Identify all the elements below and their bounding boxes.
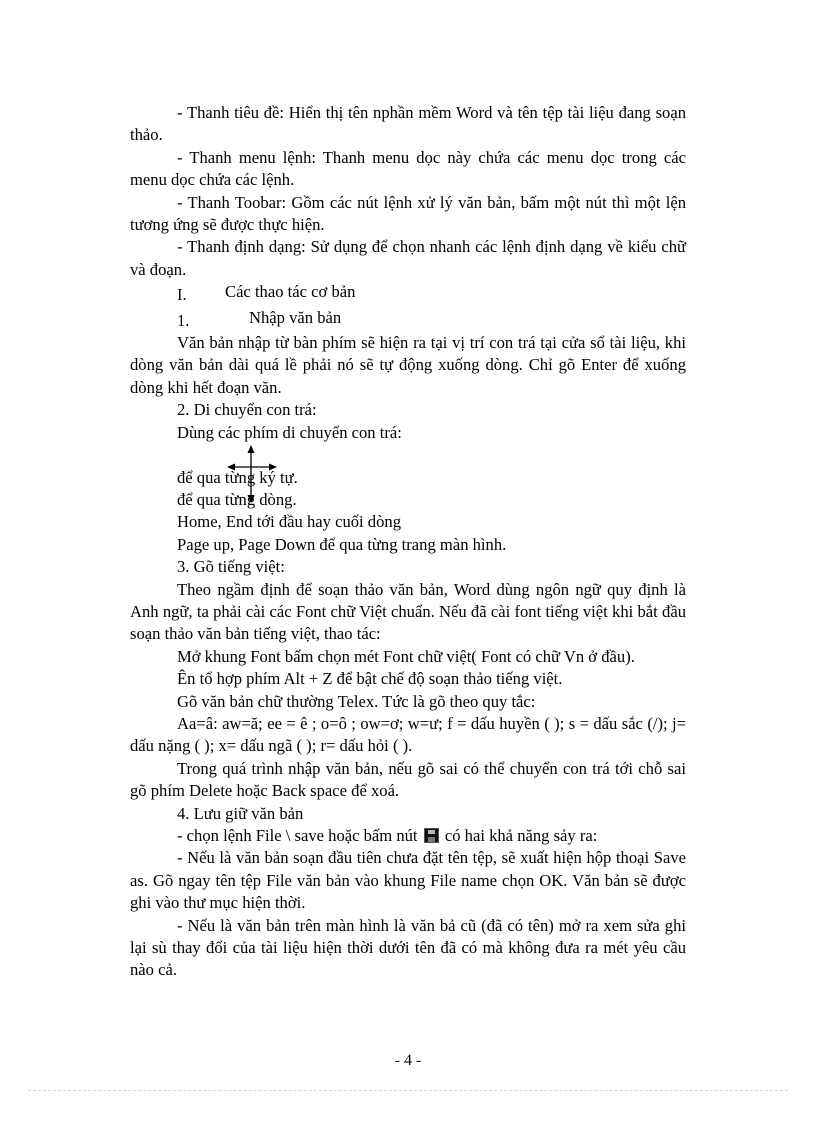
paragraph-save-command	[130, 825, 686, 847]
save-command-outcome: có hai khả năng sảy ra:	[444, 826, 598, 845]
paragraph-alt-z: Ên tổ hợp phím Alt + Z để bật chế độ soạn thảo tiếng việt.	[177, 669, 563, 689]
page-bottom-rule	[28, 1090, 788, 1091]
subsection-heading-2: 2. Di chuyển con trá:	[177, 400, 317, 420]
cursor-line-char	[130, 467, 686, 489]
subsection-heading-3: 3. Gõ tiếng việt:	[177, 557, 285, 577]
paragraph-save-existing: - Nếu là văn bản trên màn hình là văn bả cũ (đã có tên) mở ra xem sửa ghi lại sù thay đổi của tài liệu hiện thời dưới tên đã có mà không đưa ra mét yêu cầu nào cả.	[130, 915, 686, 980]
paragraph-title-bar: - Thanh tiêu đề: Hiển thị tên nphần mềm Word và tên tệp tài liệu đang soạn thảo.	[130, 103, 686, 145]
paragraph-open-font: Mở khung Font bấm chọn mét Font chữ việt( Font có chữ Vn ở đầu).	[177, 646, 635, 666]
paragraph-toolbar: - Thanh Toobar: Gồm các nút lệnh xử lý văn bản, bấm một nút thì một lện tương ứng sẽ được thực hiện.	[130, 192, 686, 235]
paragraph-menu-bar: - Thanh menu lệnh: Thanh menu dọc này chứa các menu dọc trong các menu dọc chứa các lệnh.	[130, 147, 686, 190]
cursor-line-page: Page up, Page Down để qua từng trang màn hình.	[177, 534, 507, 554]
subsection-number: 1.	[177, 310, 190, 330]
subsection-title: Nhập văn bản	[249, 307, 342, 327]
paragraph-telex-rules: Aa=â: aw=ă; ee = ê ; o=ô ; ow=ơ; w=ư; f = dấu huyền ( ); s = dấu sắc (/); j= dấu nặng ( ); x= dấu ngã ( ); r= dấu hỏi ( ).	[130, 713, 686, 756]
cursor-char-text: để qua từng ký tự.	[177, 467, 298, 487]
page-number: - 4 -	[394, 1052, 422, 1069]
save-command-text: - chọn lệnh File \ save hoặc bấm nút	[177, 826, 418, 845]
cursor-line-row: để qua từng dòng.	[177, 489, 297, 509]
paragraph-cursor-intro: Dùng các phím di chuyển con trá:	[177, 422, 402, 442]
section-number: I.	[177, 285, 187, 305]
subsection-heading-1	[130, 307, 686, 332]
paragraph-save-as: - Nếu là văn bản soạn đầu tiên chưa đặt tên tệp, sẽ xuất hiện hộp thoại Save as. Gõ ngay tên tệp File văn bản vào khung File name chọn OK. Văn bản sẽ được ghi vào thư mục hiện thời.	[130, 848, 686, 913]
paragraph-vietnamese-default: Theo ngầm định để soạn thảo văn bản, Word dùng ngôn ngữ quy định là Anh ngữ, ta phải cài các Font chữ Việt chuẩn. Nếu đã cài font tiếng việt khi bắt đầu soạn thảo văn bản tiếng việt, thao tác:	[130, 579, 686, 644]
paragraph-telex: Gõ văn bản chữ thường Telex. Tức là gõ theo quy tắc:	[177, 691, 536, 711]
section-heading-1	[130, 281, 686, 306]
subsection-heading-4: 4. Lưu giữ văn bản	[177, 803, 304, 823]
document-body	[130, 102, 686, 982]
section-title: Các thao tác cơ bản	[225, 282, 356, 302]
save-floppy-icon	[424, 828, 439, 843]
paragraph-input-text: Văn bản nhập từ bàn phím sẽ hiện ra tại vị trí con trá tại cửa sổ tài liệu, khi dòng văn bản dài quá lề phải nó sẽ tự động xuống dòng. Chỉ gõ Enter để xuống dòng khi hết đoạn văn.	[130, 333, 686, 397]
cursor-line-home-end: Home, End tới đầu hay cuối dòng	[177, 512, 401, 532]
blank-line	[130, 444, 686, 466]
paragraph-format-bar: - Thanh định dạng: Sử dụng để chọn nhanh các lệnh định dạng về kiểu chữ và đoạn.	[130, 237, 686, 279]
paragraph-typing-errors: Trong quá trình nhập văn bản, nếu gõ sai có thể chuyển con trá tới chỗ sai gõ phím Delete hoặc Back space để xoá.	[130, 758, 686, 801]
